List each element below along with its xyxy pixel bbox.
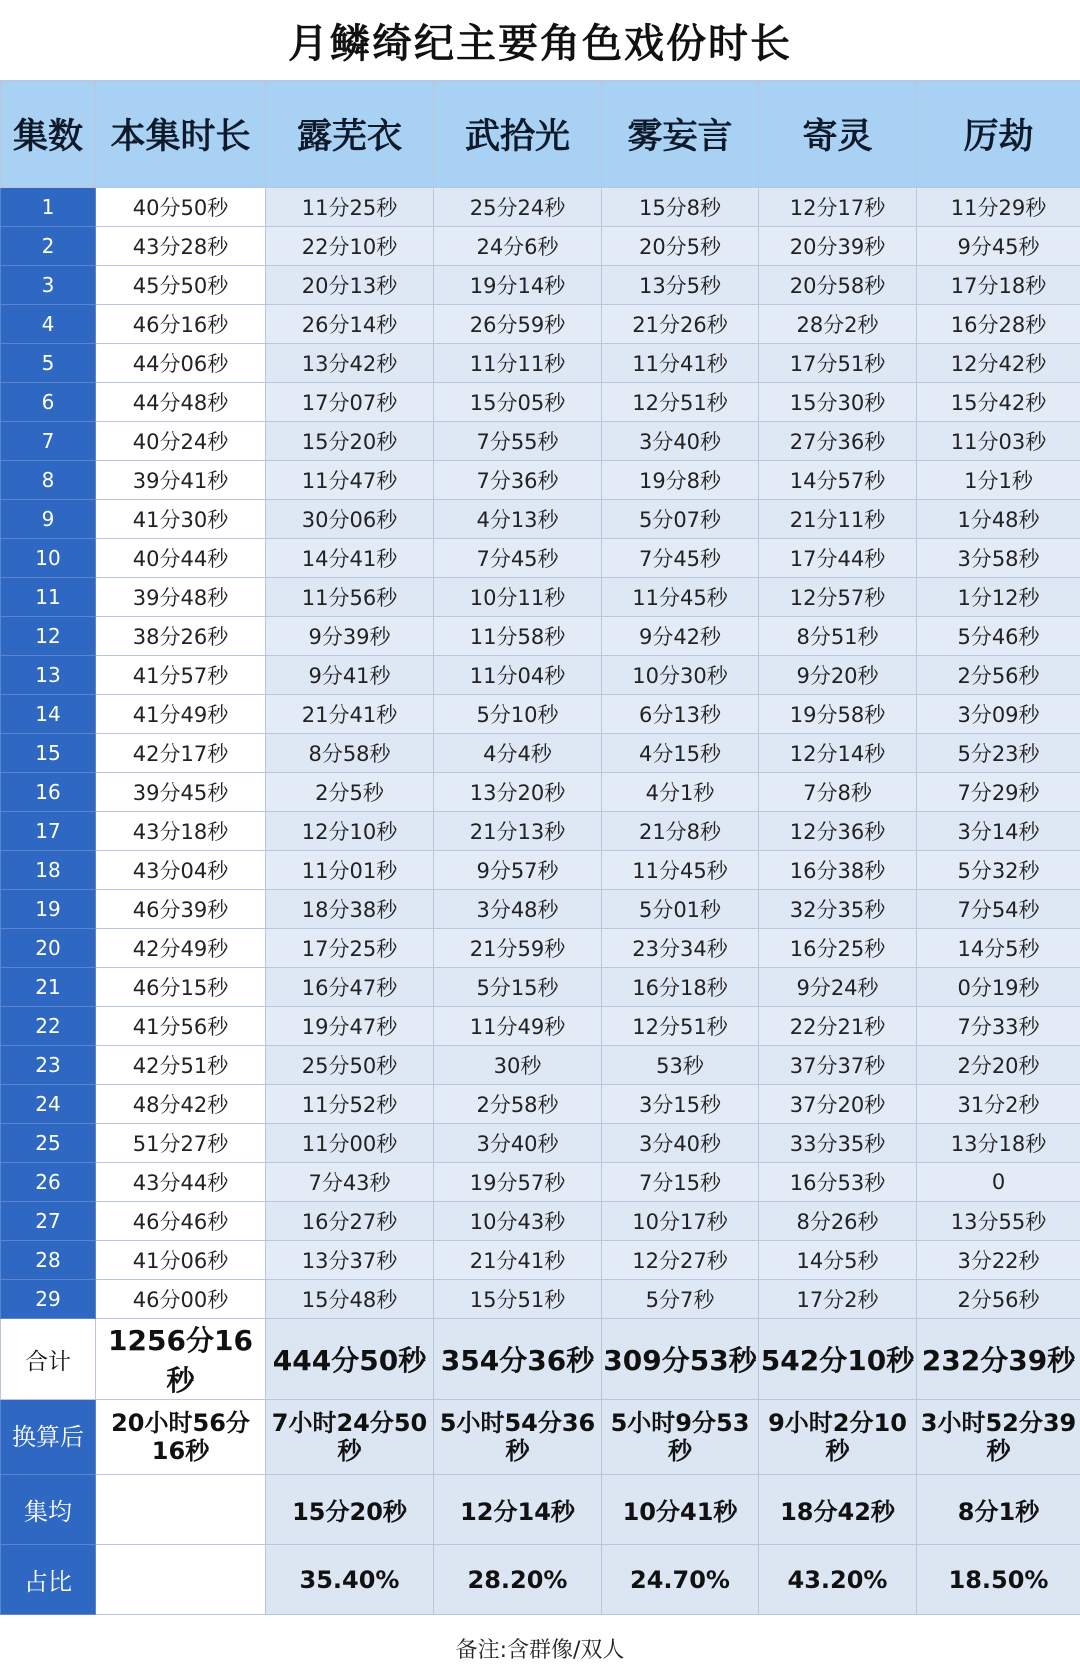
character-time: 7分15秒 [602, 1163, 759, 1202]
episode-number: 3 [1, 266, 96, 305]
character-time: 3分40秒 [602, 422, 759, 461]
table-row [1, 656, 1080, 695]
character-time: 1分12秒 [917, 578, 1080, 617]
character-time: 19分58秒 [759, 695, 917, 734]
character-time: 37分37秒 [759, 1046, 917, 1085]
character-time: 27分36秒 [759, 422, 917, 461]
table-row [1, 1007, 1080, 1046]
character-time: 8分58秒 [266, 734, 434, 773]
total-value: 542分10秒 [759, 1319, 917, 1400]
character-time: 12分57秒 [759, 578, 917, 617]
character-time: 11分45秒 [602, 851, 759, 890]
character-time: 5分7秒 [602, 1280, 759, 1319]
converted-value: 20小时56分16秒 [96, 1400, 266, 1475]
episode-length: 39分41秒 [96, 461, 266, 500]
character-time: 19分14秒 [434, 266, 602, 305]
share-value: 18.50% [917, 1545, 1080, 1615]
episode-length: 39分48秒 [96, 578, 266, 617]
episode-length: 46分16秒 [96, 305, 266, 344]
character-time: 11分52秒 [266, 1085, 434, 1124]
average-value: 18分42秒 [759, 1475, 917, 1545]
character-time: 12分51秒 [602, 383, 759, 422]
table-row [1, 695, 1080, 734]
character-time: 12分42秒 [917, 344, 1080, 383]
character-time: 3分58秒 [917, 539, 1080, 578]
table-row [1, 500, 1080, 539]
table-row [1, 617, 1080, 656]
character-time: 21分8秒 [602, 812, 759, 851]
character-time: 23分34秒 [602, 929, 759, 968]
character-time: 10分11秒 [434, 578, 602, 617]
average-value: 15分20秒 [266, 1475, 434, 1545]
character-time: 21分26秒 [602, 305, 759, 344]
character-time: 17分51秒 [759, 344, 917, 383]
character-time: 0分19秒 [917, 968, 1080, 1007]
character-time: 19分57秒 [434, 1163, 602, 1202]
total-value: 354分36秒 [434, 1319, 602, 1400]
episode-number: 16 [1, 773, 96, 812]
character-time: 14分5秒 [759, 1241, 917, 1280]
episode-length: 45分50秒 [96, 266, 266, 305]
episode-number: 13 [1, 656, 96, 695]
character-time: 9分24秒 [759, 968, 917, 1007]
character-time: 3分09秒 [917, 695, 1080, 734]
episode-length: 41分56秒 [96, 1007, 266, 1046]
column-header-character-2: 武拾光 [434, 81, 602, 188]
character-time: 12分27秒 [602, 1241, 759, 1280]
character-time: 33分35秒 [759, 1124, 917, 1163]
episode-length: 44分48秒 [96, 383, 266, 422]
episode-number: 21 [1, 968, 96, 1007]
character-time: 30秒 [434, 1046, 602, 1085]
screen-time-table [0, 80, 1080, 1615]
episode-number: 10 [1, 539, 96, 578]
character-time: 15分30秒 [759, 383, 917, 422]
episode-length: 43分28秒 [96, 227, 266, 266]
character-time: 8分26秒 [759, 1202, 917, 1241]
character-time: 3分15秒 [602, 1085, 759, 1124]
total-row [1, 1319, 1080, 1400]
character-time: 7分45秒 [602, 539, 759, 578]
episode-number: 11 [1, 578, 96, 617]
episode-length: 41分57秒 [96, 656, 266, 695]
character-time: 2分5秒 [266, 773, 434, 812]
character-time: 11分29秒 [917, 188, 1080, 227]
total-value: 1256分16秒 [96, 1319, 266, 1400]
average-value: 10分41秒 [602, 1475, 759, 1545]
episode-number: 29 [1, 1280, 96, 1319]
character-time: 5分15秒 [434, 968, 602, 1007]
character-time: 2分56秒 [917, 656, 1080, 695]
character-time: 9分20秒 [759, 656, 917, 695]
character-time: 5分10秒 [434, 695, 602, 734]
episode-length: 41分30秒 [96, 500, 266, 539]
total-value: 444分50秒 [266, 1319, 434, 1400]
table-row [1, 851, 1080, 890]
episode-number: 24 [1, 1085, 96, 1124]
character-time: 3分48秒 [434, 890, 602, 929]
character-time: 22分21秒 [759, 1007, 917, 1046]
character-time: 11分25秒 [266, 188, 434, 227]
character-time: 3分14秒 [917, 812, 1080, 851]
average-row [1, 1475, 1080, 1545]
character-time: 6分13秒 [602, 695, 759, 734]
character-time: 20分13秒 [266, 266, 434, 305]
converted-value: 5小时54分36秒 [434, 1400, 602, 1475]
table-row [1, 344, 1080, 383]
column-header-character-1: 露芜衣 [266, 81, 434, 188]
episode-number: 17 [1, 812, 96, 851]
character-time: 15分05秒 [434, 383, 602, 422]
character-time: 32分35秒 [759, 890, 917, 929]
character-time: 16分18秒 [602, 968, 759, 1007]
character-time: 15分51秒 [434, 1280, 602, 1319]
table-row [1, 1202, 1080, 1241]
table-row [1, 305, 1080, 344]
character-time: 19分8秒 [602, 461, 759, 500]
empty-cell [96, 1545, 266, 1615]
character-time: 4分15秒 [602, 734, 759, 773]
page-title: 月鳞绮纪主要角色戏份时长 [288, 20, 792, 67]
episode-length: 46分39秒 [96, 890, 266, 929]
character-time: 3分40秒 [434, 1124, 602, 1163]
character-time: 37分20秒 [759, 1085, 917, 1124]
episode-number: 25 [1, 1124, 96, 1163]
table-row [1, 812, 1080, 851]
table-row [1, 188, 1080, 227]
table-row [1, 266, 1080, 305]
table-row [1, 1085, 1080, 1124]
episode-length: 41分49秒 [96, 695, 266, 734]
episode-number: 12 [1, 617, 96, 656]
character-time: 3分22秒 [917, 1241, 1080, 1280]
episode-number: 15 [1, 734, 96, 773]
converted-label: 换算后 [1, 1400, 96, 1475]
column-header-character-3: 雾妄言 [602, 81, 759, 188]
table-row [1, 227, 1080, 266]
episode-number: 8 [1, 461, 96, 500]
character-time: 5分46秒 [917, 617, 1080, 656]
character-time: 19分47秒 [266, 1007, 434, 1046]
table-row [1, 734, 1080, 773]
episode-length: 46分46秒 [96, 1202, 266, 1241]
table-row [1, 968, 1080, 1007]
character-time: 17分07秒 [266, 383, 434, 422]
character-time: 17分25秒 [266, 929, 434, 968]
character-time: 5分32秒 [917, 851, 1080, 890]
table-row [1, 773, 1080, 812]
table-row [1, 890, 1080, 929]
episode-length: 41分06秒 [96, 1241, 266, 1280]
episode-number: 18 [1, 851, 96, 890]
episode-length: 46分15秒 [96, 968, 266, 1007]
character-time: 21分13秒 [434, 812, 602, 851]
character-time: 21分11秒 [759, 500, 917, 539]
character-time: 12分36秒 [759, 812, 917, 851]
table-row [1, 383, 1080, 422]
table-row [1, 1124, 1080, 1163]
character-time: 1分1秒 [917, 461, 1080, 500]
episode-length: 39分45秒 [96, 773, 266, 812]
character-time: 26分14秒 [266, 305, 434, 344]
character-time: 9分39秒 [266, 617, 434, 656]
character-time: 15分20秒 [266, 422, 434, 461]
character-time: 5分23秒 [917, 734, 1080, 773]
character-time: 16分38秒 [759, 851, 917, 890]
episode-length: 51分27秒 [96, 1124, 266, 1163]
episode-number: 23 [1, 1046, 96, 1085]
character-time: 13分37秒 [266, 1241, 434, 1280]
character-time: 13分5秒 [602, 266, 759, 305]
converted-value: 9小时2分10秒 [759, 1400, 917, 1475]
share-label: 占比 [1, 1545, 96, 1615]
character-time: 7分54秒 [917, 890, 1080, 929]
character-time: 4分1秒 [602, 773, 759, 812]
character-time: 10分43秒 [434, 1202, 602, 1241]
episode-number: 5 [1, 344, 96, 383]
character-time: 16分53秒 [759, 1163, 917, 1202]
character-time: 11分58秒 [434, 617, 602, 656]
character-time: 25分24秒 [434, 188, 602, 227]
character-time: 5分07秒 [602, 500, 759, 539]
character-time: 11分47秒 [266, 461, 434, 500]
episode-number: 22 [1, 1007, 96, 1046]
converted-value: 3小时52分39秒 [917, 1400, 1080, 1475]
character-time: 13分18秒 [917, 1124, 1080, 1163]
character-time: 16分27秒 [266, 1202, 434, 1241]
episode-number: 1 [1, 188, 96, 227]
character-time: 11分03秒 [917, 422, 1080, 461]
episode-number: 2 [1, 227, 96, 266]
character-time: 26分59秒 [434, 305, 602, 344]
character-time: 2分56秒 [917, 1280, 1080, 1319]
character-time: 3分40秒 [602, 1124, 759, 1163]
character-time: 14分41秒 [266, 539, 434, 578]
share-value: 28.20% [434, 1545, 602, 1615]
character-time: 4分4秒 [434, 734, 602, 773]
character-time: 16分25秒 [759, 929, 917, 968]
character-time: 5分01秒 [602, 890, 759, 929]
character-time: 31分2秒 [917, 1085, 1080, 1124]
character-time: 7分55秒 [434, 422, 602, 461]
character-time: 24分6秒 [434, 227, 602, 266]
episode-length: 42分17秒 [96, 734, 266, 773]
character-time: 16分47秒 [266, 968, 434, 1007]
total-value: 309分53秒 [602, 1319, 759, 1400]
character-time: 9分57秒 [434, 851, 602, 890]
column-header-episode: 集数 [1, 81, 96, 188]
share-value: 24.70% [602, 1545, 759, 1615]
episode-length: 46分00秒 [96, 1280, 266, 1319]
character-time: 7分33秒 [917, 1007, 1080, 1046]
character-time: 20分5秒 [602, 227, 759, 266]
character-time: 7分43秒 [266, 1163, 434, 1202]
episode-length: 43分04秒 [96, 851, 266, 890]
character-time: 11分41秒 [602, 344, 759, 383]
character-time: 17分2秒 [759, 1280, 917, 1319]
character-time: 13分42秒 [266, 344, 434, 383]
empty-cell [96, 1475, 266, 1545]
character-time: 16分28秒 [917, 305, 1080, 344]
character-time: 11分11秒 [434, 344, 602, 383]
episode-number: 28 [1, 1241, 96, 1280]
character-time: 7分8秒 [759, 773, 917, 812]
character-time: 21分41秒 [434, 1241, 602, 1280]
table-row [1, 422, 1080, 461]
table-row [1, 1280, 1080, 1319]
character-time: 15分42秒 [917, 383, 1080, 422]
character-time: 11分00秒 [266, 1124, 434, 1163]
episode-length: 40分50秒 [96, 188, 266, 227]
episode-number: 20 [1, 929, 96, 968]
episode-length: 40分24秒 [96, 422, 266, 461]
character-time: 15分48秒 [266, 1280, 434, 1319]
character-time: 7分45秒 [434, 539, 602, 578]
episode-number: 14 [1, 695, 96, 734]
total-value: 232分39秒 [917, 1319, 1080, 1400]
character-time: 9分45秒 [917, 227, 1080, 266]
episode-length: 38分26秒 [96, 617, 266, 656]
character-time: 28分2秒 [759, 305, 917, 344]
episode-length: 43分44秒 [96, 1163, 266, 1202]
table-row [1, 578, 1080, 617]
share-value: 35.40% [266, 1545, 434, 1615]
character-time: 2分58秒 [434, 1085, 602, 1124]
character-time: 9分42秒 [602, 617, 759, 656]
episode-length: 43分18秒 [96, 812, 266, 851]
character-time: 14分57秒 [759, 461, 917, 500]
character-time: 12分17秒 [759, 188, 917, 227]
character-time: 15分8秒 [602, 188, 759, 227]
character-time: 11分04秒 [434, 656, 602, 695]
table-row [1, 1046, 1080, 1085]
character-time: 2分20秒 [917, 1046, 1080, 1085]
column-header-character-5: 厉劫 [917, 81, 1080, 188]
table-row [1, 1241, 1080, 1280]
table-row [1, 539, 1080, 578]
character-time: 8分51秒 [759, 617, 917, 656]
episode-number: 6 [1, 383, 96, 422]
character-time: 4分13秒 [434, 500, 602, 539]
episode-number: 26 [1, 1163, 96, 1202]
total-label: 合计 [1, 1319, 96, 1400]
episode-length: 44分06秒 [96, 344, 266, 383]
episode-number: 19 [1, 890, 96, 929]
character-time: 12分10秒 [266, 812, 434, 851]
character-time: 12分51秒 [602, 1007, 759, 1046]
share-row [1, 1545, 1080, 1615]
character-time: 11分49秒 [434, 1007, 602, 1046]
character-time: 13分55秒 [917, 1202, 1080, 1241]
character-time: 20分58秒 [759, 266, 917, 305]
episode-number: 7 [1, 422, 96, 461]
character-time: 21分59秒 [434, 929, 602, 968]
column-header-episode-length: 本集时长 [96, 81, 266, 188]
header-row [1, 81, 1080, 188]
character-time: 11分01秒 [266, 851, 434, 890]
episode-number: 27 [1, 1202, 96, 1241]
episode-length: 40分44秒 [96, 539, 266, 578]
character-time: 30分06秒 [266, 500, 434, 539]
character-time: 11分56秒 [266, 578, 434, 617]
converted-row [1, 1400, 1080, 1475]
character-time: 21分41秒 [266, 695, 434, 734]
column-header-character-4: 寄灵 [759, 81, 917, 188]
character-time: 53秒 [602, 1046, 759, 1085]
episode-length: 42分51秒 [96, 1046, 266, 1085]
character-time: 13分20秒 [434, 773, 602, 812]
converted-value: 7小时24分50秒 [266, 1400, 434, 1475]
character-time: 14分5秒 [917, 929, 1080, 968]
character-time: 17分44秒 [759, 539, 917, 578]
table-row [1, 1163, 1080, 1202]
character-time: 0 [917, 1163, 1080, 1202]
character-time: 20分39秒 [759, 227, 917, 266]
character-time: 18分38秒 [266, 890, 434, 929]
average-value: 8分1秒 [917, 1475, 1080, 1545]
episode-rows [1, 188, 1080, 1319]
table-row [1, 929, 1080, 968]
average-value: 12分14秒 [434, 1475, 602, 1545]
character-time: 7分29秒 [917, 773, 1080, 812]
character-time: 10分30秒 [602, 656, 759, 695]
episode-number: 9 [1, 500, 96, 539]
character-time: 9分41秒 [266, 656, 434, 695]
character-time: 17分18秒 [917, 266, 1080, 305]
character-time: 12分14秒 [759, 734, 917, 773]
average-label: 集均 [1, 1475, 96, 1545]
episode-number: 4 [1, 305, 96, 344]
character-time: 22分10秒 [266, 227, 434, 266]
episode-length: 42分49秒 [96, 929, 266, 968]
character-time: 11分45秒 [602, 578, 759, 617]
converted-value: 5小时9分53秒 [602, 1400, 759, 1475]
footnote: 备注:含群像/双人 [455, 1638, 625, 1663]
character-time: 7分36秒 [434, 461, 602, 500]
character-time: 1分48秒 [917, 500, 1080, 539]
character-time: 10分17秒 [602, 1202, 759, 1241]
share-value: 43.20% [759, 1545, 917, 1615]
episode-length: 48分42秒 [96, 1085, 266, 1124]
character-time: 25分50秒 [266, 1046, 434, 1085]
table-row [1, 461, 1080, 500]
